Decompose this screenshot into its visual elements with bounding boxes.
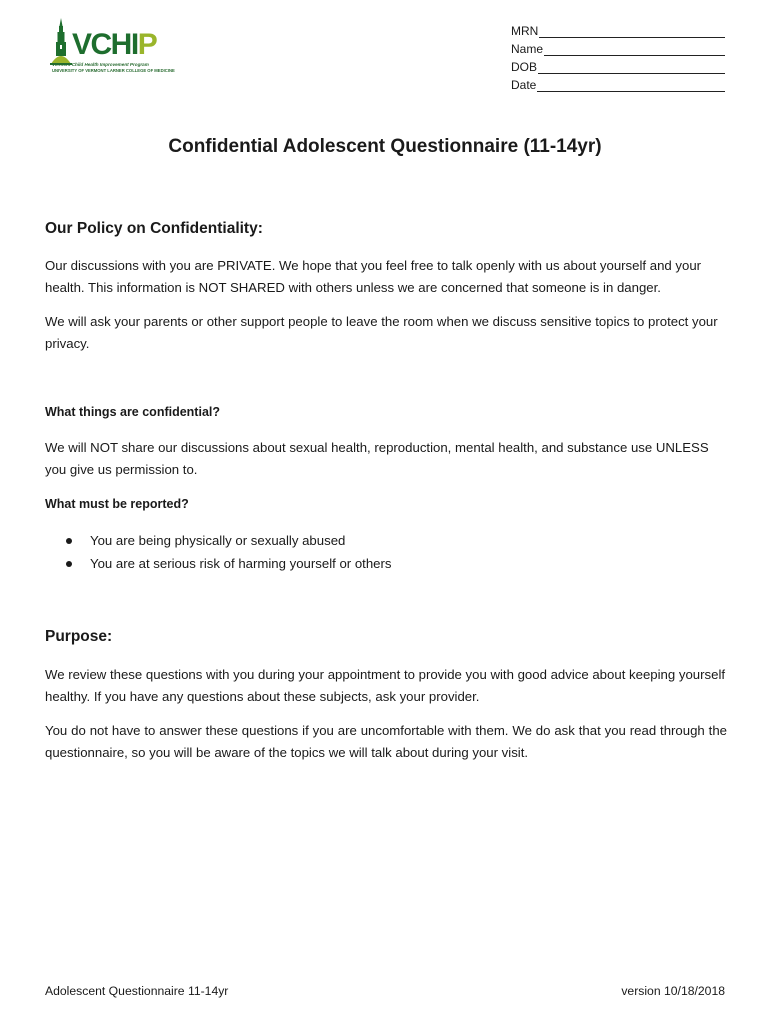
purpose-heading: Purpose: xyxy=(45,628,113,645)
footer-document-name: Adolescent Questionnaire 11-14yr xyxy=(45,984,229,998)
bullet-text: You are being physically or sexually abused xyxy=(90,533,346,548)
bullet-icon xyxy=(66,538,72,544)
policy-paragraph-1: Our discussions with you are PRIVATE. We hope that you feel free to talk openly with us about yourself and your health. This information is NOT SHARED with others unless we are concerned that someone is in danger. xyxy=(45,258,702,295)
footer-version: version 10/18/2018 xyxy=(621,984,725,998)
logo-affiliation: UNIVERSITY OF VERMONT LARNER COLLEGE OF MEDICINE xyxy=(52,68,175,73)
confidential-paragraph: We will NOT share our discussions about sexual health, reproduction, mental health, and substance use UNLESS you give us permission to. xyxy=(45,440,709,477)
date-input-line[interactable] xyxy=(537,78,725,92)
list-item xyxy=(62,553,392,576)
mrn-label: MRN xyxy=(511,24,539,38)
bullet-icon xyxy=(66,561,72,567)
dob-field[interactable] xyxy=(511,56,725,74)
mrn-input-line[interactable] xyxy=(539,24,725,38)
confidential-heading: What things are confidential? xyxy=(45,405,221,419)
date-field[interactable] xyxy=(511,74,725,92)
date-label: Date xyxy=(511,78,537,92)
reported-heading: What must be reported? xyxy=(45,497,189,511)
name-label: Name xyxy=(511,42,544,56)
name-input-line[interactable] xyxy=(544,42,725,56)
purpose-paragraph-1: We review these questions with you during your appointment to provide you with good advice about keeping yourself healthy. If you have any questions about these subjects, ask your provider. xyxy=(45,667,726,704)
document-title: Confidential Adolescent Questionnaire (11-14yr) xyxy=(168,136,602,157)
tower-logo-icon xyxy=(50,18,72,66)
mrn-field[interactable] xyxy=(511,20,725,38)
dob-input-line[interactable] xyxy=(538,60,725,74)
vchip-logo xyxy=(50,18,175,76)
patient-info-fields xyxy=(511,20,725,92)
list-item xyxy=(62,530,392,553)
purpose-paragraph-2: You do not have to answer these questions if you are uncomfortable with them. We do ask that you read through the questionnaire, so you will be aware of the topics we will talk about during your visit. xyxy=(45,723,727,760)
name-field[interactable] xyxy=(511,38,725,56)
logo-tagline: Vermont Child Health Improvement Program xyxy=(52,62,149,67)
reported-list xyxy=(62,530,392,575)
policy-paragraph-2: We will ask your parents or other support people to leave the room when we discuss sensitive topics to protect your privacy. xyxy=(45,314,718,351)
bullet-text: You are at serious risk of harming yourself or others xyxy=(90,555,392,571)
dob-label: DOB xyxy=(511,60,538,74)
policy-heading: Our Policy on Confidentiality: xyxy=(45,220,263,237)
logo-wordmark: VCHIP xyxy=(72,28,157,61)
